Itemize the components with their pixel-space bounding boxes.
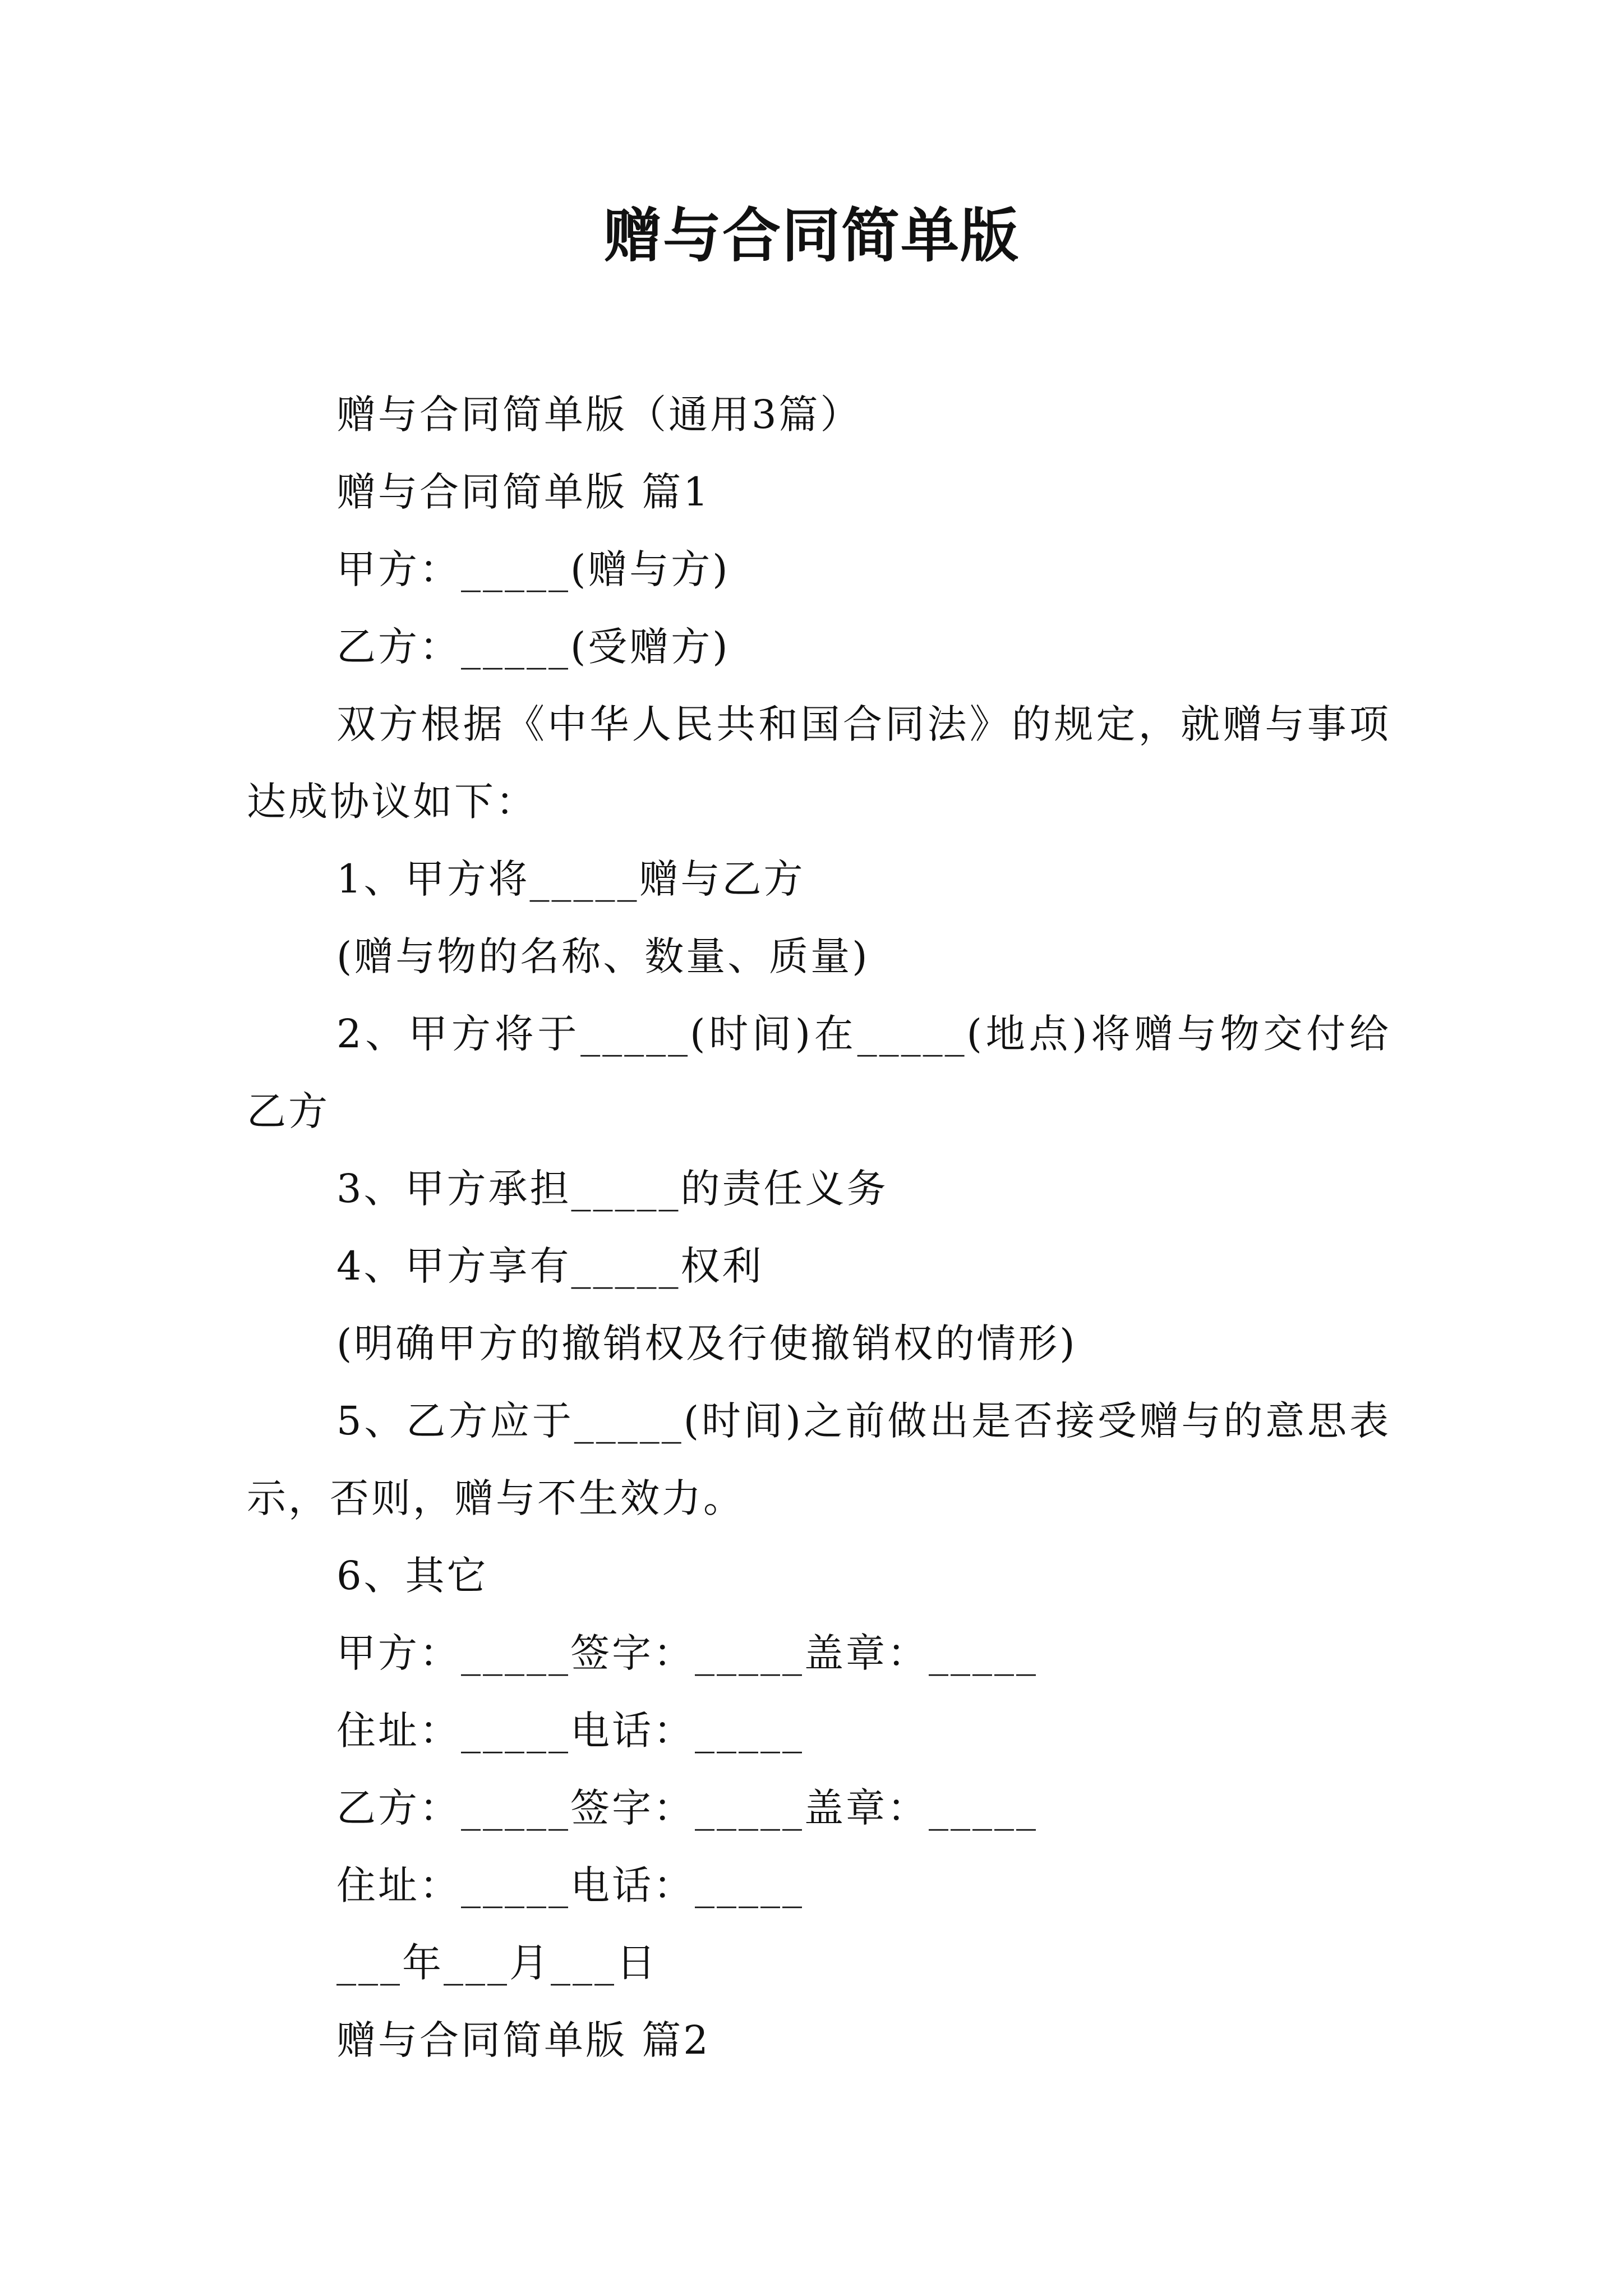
document-body — [247, 376, 1391, 2079]
paragraph-clause-6: 6、其它 — [336, 1553, 488, 1599]
paragraph-clause-1-note: (赠与物的名称、数量、质量) — [336, 933, 870, 979]
paragraph-section-heading-1: 赠与合同简单版 篇1 — [336, 469, 711, 515]
paragraph-subtitle: 赠与合同简单版（通用3篇） — [336, 392, 862, 438]
paragraph-clause-2: 2、甲方将于_____(时间)在_____(地点)将赠与物交付给乙方 — [247, 1011, 1391, 1134]
paragraph-clause-4-note: (明确甲方的撤销权及行使撤销权的情形) — [336, 1320, 1077, 1366]
paragraph-contact-party-a: 住址：_____电话：_____ — [336, 1708, 804, 1754]
paragraph-clause-4: 4、甲方享有_____权利 — [336, 1243, 764, 1289]
document-title: 赠与合同简单版 — [603, 201, 1020, 270]
paragraph-clause-1: 1、甲方将_____赠与乙方 — [336, 856, 805, 902]
paragraph-contact-party-b: 住址：_____电话：_____ — [336, 1862, 804, 1908]
paragraph-party-b: 乙方：_____(受赠方) — [336, 624, 730, 670]
paragraph-party-a: 甲方：_____(赠与方) — [336, 546, 730, 592]
paragraph-section-heading-2: 赠与合同简单版 篇2 — [336, 2017, 711, 2063]
paragraph-clause-5: 5、乙方应于_____(时间)之前做出是否接受赠与的意思表示，否则，赠与不生效力。 — [247, 1398, 1391, 1521]
paragraph-signature-party-b: 乙方：_____签字：_____盖章：_____ — [336, 1785, 1038, 1831]
paragraph-preamble: 双方根据《中华人民共和国合同法》的规定，就赠与事项达成协议如下： — [247, 701, 1391, 825]
paragraph-date: ___年___月___日 — [336, 1940, 658, 1986]
paragraph-signature-party-a: 甲方：_____签字：_____盖章：_____ — [336, 1630, 1038, 1676]
paragraph-clause-3: 3、甲方承担_____的责任义务 — [336, 1166, 888, 1212]
